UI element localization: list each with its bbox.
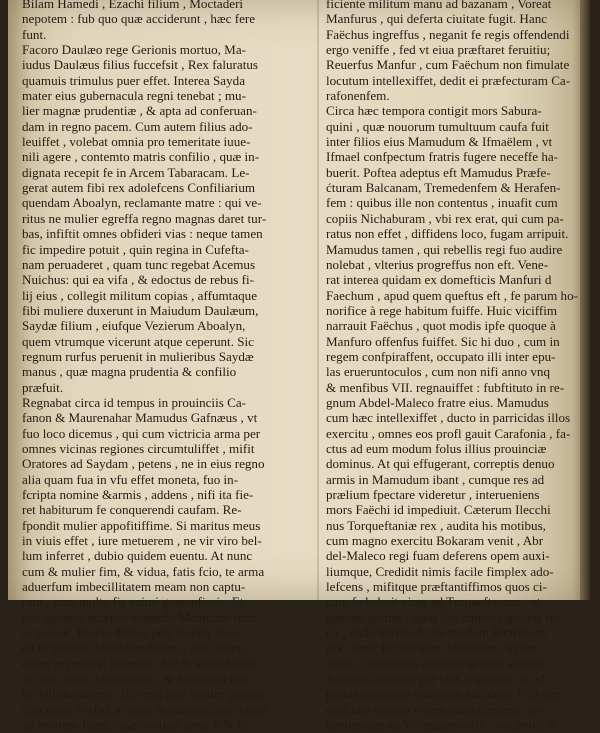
text-line: locutum intellexiffet, dedit ei præfecturam Ca- [326, 72, 571, 88]
text-line: rum , cum multo fis animi generofioris. Et [22, 594, 244, 610]
text-line: fuo loco dicemus , qui cum victricia arma per [22, 425, 261, 441]
text-line: cum magno exercitu Bokaram venit , Abr [326, 533, 544, 549]
text-line: regnum rurfus peruenit in mulieribus Saydæ [22, 348, 254, 364]
text-line: regem confpiraffent, occupato illi inter epu- [326, 348, 556, 364]
text-line: Manfurus , qui deferta ciuitate fugit. Hanc [326, 11, 548, 27]
text-line: nus Torqueftaniæ rex , audita his motibus, [326, 517, 546, 533]
text-line: las erueruntoculos , cum non nifi anno vnq [326, 364, 551, 380]
text-line: fcripta nomine &armis , addens , nifi ita fie- [22, 487, 254, 502]
text-line: fanon & Maurenahar Mamudus Gafnæus , vt [22, 410, 258, 426]
text-line: del-Maleco regi fuam deferens opem auxi- [326, 548, 550, 564]
text-line: dam in regno pacem. Cum autem filius ado- [22, 118, 253, 134]
text-line: fpexit. Ilecchanus autem ingreffus vrbem, [326, 655, 545, 671]
text-line: ergo veniffe , fed vt eiua præftaret feruitiu; [326, 42, 551, 58]
text-line: prælium fpectare videretur , interueniens [326, 487, 540, 502]
text-line: quem vtrumque vicerunt atque ceperunt. Sic [22, 333, 254, 349]
text-line: bas, infiftit omnes obfideri vias : neque tamen [22, 226, 263, 242]
text-line: dignata recepit fe in Arcem Tabaracam. Le- [22, 164, 250, 180]
text-line: portas turresque murorum excubias. Poft per- [326, 686, 564, 702]
text-line: manus , quæ magna prudentia & confilio [22, 364, 237, 380]
text-line: exercitu , omnes eos profl gauit Carafonia , fa- [326, 425, 571, 441]
text-line: fibi muliere duxerunt in Maiudum Daulæum, [22, 302, 259, 318]
text-line: Mamudus tamen , qui rebellis regi fuo audire [326, 241, 563, 257]
text-line: Bilam Hamedi , Ezachi filium , Moctaderi [22, 0, 244, 11]
text-line: narrauit Faëchus , quot modis ipfe quoque à [326, 318, 556, 334]
text-line: tio Hifphanonem : fic rexit hæc mulier prouin- [22, 686, 266, 702]
text-line: cum hæc intellexiffet , ducto in parricidas illos [326, 410, 571, 426]
text-line: ad mortem fuam, quæ contigit anno A.N.C. [22, 717, 249, 733]
book-page [8, 0, 590, 733]
text-line: gnum Abdel-Maleco fratre eius. Mamudus [326, 394, 549, 410]
text-line: nepotem : fub quo quæ acciderunt , hæc fere [22, 11, 256, 27]
text-line: quamuis trimulus puer effet. Interea Sayda [22, 72, 246, 88]
text-line: copiis Nichaburam , vbi rex erat, qui cum pa- [326, 210, 564, 226]
text-line: ftationes militum per vias difpofuit , & ad [326, 671, 545, 687]
text-line: cias regni Perfici in pace & tranquillitate vfque [22, 701, 269, 717]
text-line: Manfuro offenfus fuiffet. Sic hi duo , cum in [326, 333, 560, 349]
text-line: ctus ad eum modum folus illius prouinciæ [326, 440, 547, 456]
text-line: omne regnum ei permifit , fed Scamfo fecun- [22, 655, 260, 671]
text-line: mater eius gubernacula regni tenebat ; mu- [22, 88, 246, 104]
text-line: dominus. At qui effugerant, correptis denuo [326, 456, 555, 472]
text-line: funt. [22, 26, 47, 42]
text-line: fpondit mulier appofitiffime. Si maritus meus [22, 517, 261, 533]
right-text-column [326, 0, 578, 733]
text-line: uentumque ad Vfcandam mifit , vbi periit in [326, 717, 558, 733]
text-line: Reuerfus Manfur , cum Faëchum non fimulate [326, 57, 570, 73]
text-line: liumque, Credidit nimis facile fimplex ado- [326, 563, 554, 579]
text-line: ret habiturum fe conquerendi caufam. Re- [22, 502, 242, 518]
text-line: præfuit. [22, 379, 64, 395]
text-line: Ifmael confpectum fratris fugere neceffe ha- [326, 149, 559, 165]
text-line: nili agere , contemto matris confilio , quæ in- [22, 149, 260, 165]
text-line: Oratores ad Saydam , petens , ne in eius regno [22, 456, 265, 472]
text-line: fic impedire potuit , quin regina in Cufefta- [22, 241, 249, 257]
text-line: ritus ne mulier egreffa regno magnas daret tur- [22, 210, 267, 226]
text-line: lij eius , collegit militum copias , affumtaque [22, 287, 258, 303]
text-line: ćturam Balcanam, Tremedenfem & Herafen- [326, 180, 561, 196]
text-line: Regnabat circa id tempus in prouinciis Ca- [22, 394, 246, 410]
text-line: ratus non effet , diffidens loco, fugam arripuit. [326, 226, 569, 242]
text-line: iudus Daulæus filius fuccefsit , Rex faluratus [22, 57, 259, 73]
text-line: & menfibus VII. regnauiffet : fubftituto in re- [326, 379, 565, 395]
text-line: da in gratiam Maiudum filium , nec tamen [22, 640, 244, 656]
text-line: rex , nunc fugam nunc latibulum circum- [326, 640, 541, 656]
page-edge-shadow [580, 0, 590, 600]
text-line: Saydæ filium , eiufque Vezierum Aboalyn, [22, 318, 246, 334]
text-line: inter filios eius Mamudum & Ifmaëlem , vt [326, 134, 553, 150]
text-line: Faechum , apud quem queftus eft , fe parum ho- [326, 287, 578, 303]
text-line: rafonenfem. [326, 88, 390, 104]
text-line: alia quam fua in vfu effet moneta, fuo in- [22, 471, 239, 487]
text-line: quini , quæ nouorum tumultuum caufa fuit [326, 118, 549, 134]
text-line: ficiente militum manu ad bazanam , Voreat [326, 0, 552, 11]
text-line: hoc quidem accepto refponfo Mamudus tunc [22, 609, 257, 625]
text-line: leuiffet , volebat omnia pro temeritate iuue- [22, 134, 251, 150]
text-line: nolebat , vlterius progreffus non eft. Vene- [326, 256, 549, 272]
text-line: rat interea quidam ex domefticis Manfuri d [326, 272, 552, 288]
text-line: norifice à rege habitum fuiffe. Huic viciffim [326, 302, 558, 318]
text-line: cit , vnde territus fupra modum B ctrorum [326, 625, 546, 641]
text-line: do filio dedit Amadonem , & Abuiafari ter- [22, 671, 248, 687]
text-line: lum inferret , dubio quidem euentu. At nunc [22, 548, 253, 564]
text-line: Facoro Daulæo rege Gerionis mortuo, Ma- [22, 42, 246, 58]
text-line: quendam Aboalyn, reclamante matre : qui ve- [22, 195, 262, 211]
text-line: omnes vicinas regiones circumtuliffet , mifit [22, 440, 255, 456]
text-line: quifitum vbique regem adolefcentem , in- [326, 701, 545, 717]
text-line: in viuis effet , iure metuerem , ne vir viro bel- [22, 533, 262, 549]
text-line: lier magnæ prudentiæ , & apta ad conferuan- [22, 103, 257, 119]
text-line: lefcens , mifitque præftantiffimos quos ci- [326, 579, 547, 595]
text-line: agerent gratias : quos ille omnes captiuos fe- [326, 609, 560, 625]
left-text-column [22, 0, 313, 733]
column-gutter [317, 0, 319, 600]
text-line: Faëchus ingreffus , neganit fe regis offendendi [326, 26, 570, 42]
text-line: gerat autem fibi rex adolefcens Confiliarium [22, 180, 256, 196]
text-line: aduerfum imbecillitatem meam non captu- [22, 579, 246, 595]
text-line: cum & mulier fim, & vidua, fatis fcio, te arma [22, 563, 265, 579]
text-line: Nuichus: qui ea vifa , & edoctus de rebus fi- [22, 272, 254, 288]
text-line: nam peruaderet , quam tunc regebat Acemus [22, 256, 256, 272]
text-line: fem : quibus ille non contentus , inuafit cum [326, 195, 558, 211]
text-line: armis in Mamudum ibant , cumque res ad [326, 471, 545, 487]
text-line: cum fe habuit viros ad Turqueftanum , vt [326, 594, 541, 610]
text-line: mors Faëchi id impediuit. Cæterum Ilecchi [326, 502, 551, 518]
text-line: Circa hæc tempora contigit mors Sabura- [326, 103, 542, 119]
text-line: buerit. Poftea adeptus eft Mamudus Præfe- [326, 164, 551, 180]
text-line: acquieuit. Paucis diebus poft recepit Say- [22, 625, 239, 641]
